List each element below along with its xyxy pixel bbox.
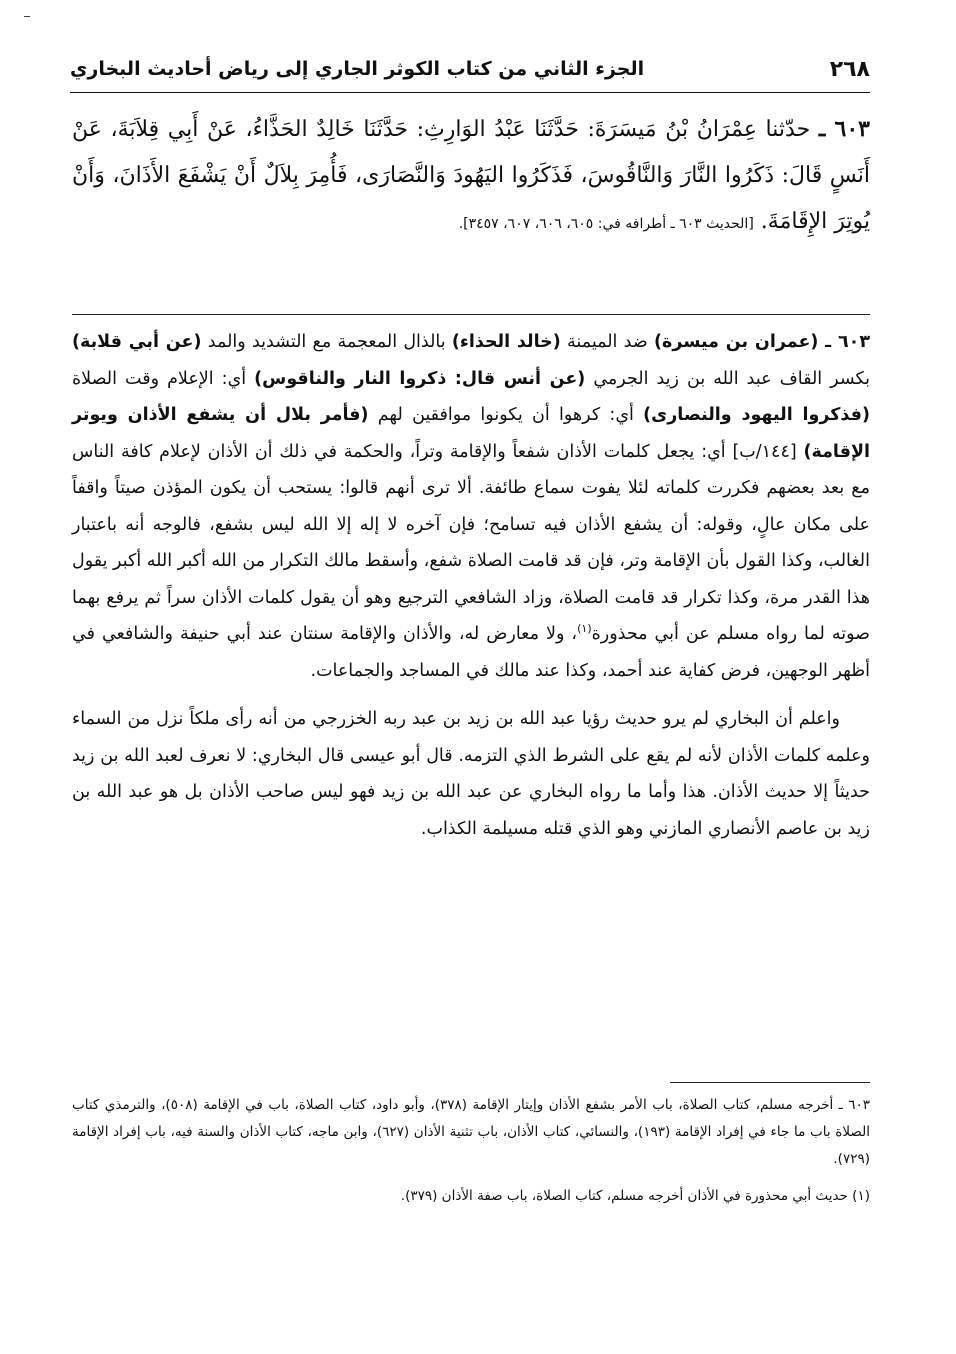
footnote-rule [670, 1082, 870, 1083]
commentary-text: بالذال المعجمة مع التشديد والمد [201, 332, 452, 352]
commentary-text: [١٤٤/ب] أي: يجعل كلمات الأذان شفعاً والإقامة وتراً، والحكمة في ذلك أن الأذان لإعلام كافة الناس مع بعد بعضهم فكررت كلماته لئلا يفوت سماع طائفة. ألا ترى أنهم قالوا: يستحب أن يكون المؤذن صيتاً واقفاً على مكان عالٍ، وقوله: أن يشفع الأذان فيه تسامح؛ فإن آخره لا إله إلا الله ليس بشفع، فالوجه أنه باعتبار الغالب، وكذا القول بأن الإقامة وتر، فإن قد قامت الصلاة شفع، وأسقط مالك التكرار من الله أكبر الله أكبر يقول هذا القدر مرة، وكذا تكرار قد قامت الصلاة، وزاد الشافعي الترجيع وهو أن يقول كلمات الأذان سراً ثم يرفع بهما صوته لما رواه مسلم عن أبي محذورة [72, 441, 870, 644]
running-title: الجزء الثاني من كتاب الكوثر الجاري إلى رياض أحاديث البخاري [70, 58, 645, 80]
footnote-marker: (١) [577, 622, 592, 636]
hadith-text-block [72, 106, 870, 247]
commentary-phrase: (عن أنس قال: ذكروا النار والناقوس) [254, 368, 586, 389]
commentary-paragraph-2: واعلم أن البخاري لم يرو حديث رؤيا عبد الله بن زيد بن عبد ربه الخزرجي من أنه رأى ملكاً نزل من السماء وعلمه كلمات الأذان لأنه لم يقع على الشرط الذي التزمه. قال أبو عيسى قال البخاري: لا نعرف لعبد الله بن زيد حديثاً إلا حديث الأذان. هذا وأما ما رواه البخاري عن عبد الله بن زيد فهو ليس صاحب الأذان بل هو عبد الله بن زيد بن عاصم الأنصاري المازني وهو الذي قتله مسيلمة الكذاب. [72, 709, 870, 839]
commentary-block [72, 324, 870, 847]
page-header [70, 46, 870, 92]
commentary-phrase: (خالد الحذاء) [451, 332, 561, 352]
commentary-phrase: (فأمر بلال أن يشفع الأذان ويوتر الإقامة) [72, 405, 870, 462]
commentary-text: أي: كرهوا أن يكونوا موافقين لهم [368, 405, 644, 425]
commentary-text: بكسر القاف عبد الله بن زيد الجرمي [585, 368, 870, 389]
commentary-phrase: (عن أبي قلابة) [72, 332, 202, 352]
section-separator [72, 314, 870, 315]
commentary-paragraph-1 [72, 324, 870, 689]
footnote-1: (١) حديث أبي محذورة في الأذان أخرجه مسلم، كتاب الصلاة، باب صفة الأذان (٣٧٩). [400, 1188, 870, 1204]
hadith-reference: [الحديث ٦٠٣ ـ أطرافه في: ٦٠٥، ٦٠٦، ٦٠٧، ٣٤٥٧]. [458, 216, 754, 232]
commentary-text: ، ولا معارض له، والأذان والإقامة سنتان عند أبي حنيفة والشافعي في أظهر الوجهين، فرض كفاية عند أحمد، وكذا عند مالك في المساجد والجماعات. [72, 624, 870, 681]
scan-mark [24, 16, 30, 17]
commentary-text: ضد الميمنة [560, 332, 654, 352]
hadith-number: ٦٠٣ ـ [818, 116, 870, 142]
commentary-phrase: (فذكروا اليهود والنصارى) [643, 405, 870, 425]
footnote-hadith-603: ٦٠٣ ـ أخرجه مسلم، كتاب الصلاة، باب الأمر بشفع الأذان وإيتار الإقامة (٣٧٨)، وأبو داود، كتاب الصلاة، باب في الإقامة (٥٠٨)، والترمذي كتاب الصلاة باب ما جاء في إفراد الإقامة (١٩٣)، والنسائي، كتاب الأذان، باب تثنية الأذان (٦٢٧)، وابن ماجه، كتاب الأذان والسنة فيه، باب إفراد الإقامة (٧٢٩). [72, 1097, 871, 1167]
commentary-phrase: ٦٠٣ ـ (عمران بن ميسرة) [653, 332, 871, 352]
commentary-text: أي: الإعلام وقت الصلاة [72, 368, 255, 389]
hadith-text: حدّثنا عِمْرَانُ بْنُ مَيسَرَةَ: حَدَّثَنَا عَبْدُ الوَارِثِ: حَدَّثَنَا خَالِدٌ الحَذَّاءُ، عَنْ أَبِي قِلاَبَةَ، عَنْ أَنَسٍ قَالَ: ذَكَرُوا النَّارَ وَالنَّاقُوسَ، فَذَكَرُوا اليَهُودَ وَالنَّصَارَى، فَأُمِرَ بِلاَلٌ أَنْ يَشْفَعَ الأَذَانَ، وَأَنْ يُوتِرَ الإِقَامَةَ. [72, 117, 870, 234]
header-rule [70, 92, 870, 93]
footnotes-block [72, 1092, 870, 1210]
page-number: ٢٦٨ [829, 56, 870, 82]
